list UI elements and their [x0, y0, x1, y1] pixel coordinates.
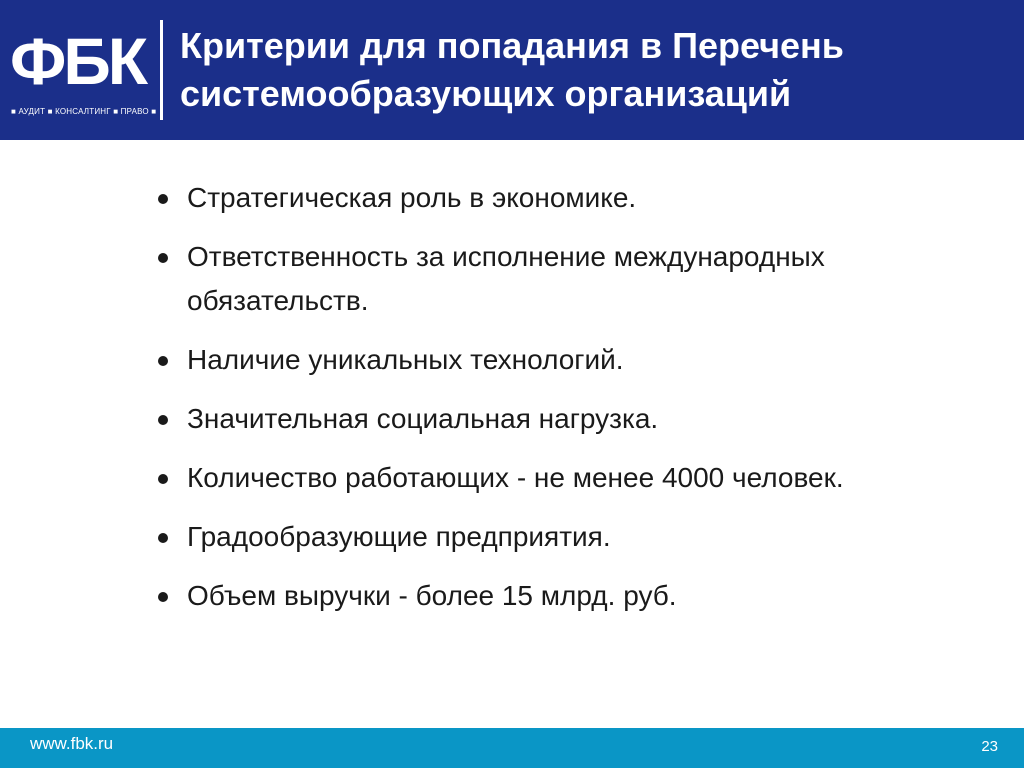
page-number: 23: [981, 738, 998, 755]
bullet-dot-icon: [158, 592, 168, 602]
bullet-text: Ответственность за исполнение международных обязательств.: [187, 241, 825, 316]
bullet-item: [155, 235, 1005, 323]
bullet-item: [155, 574, 1005, 618]
fbk-logo: [10, 18, 157, 128]
bullet-text: Стратегическая роль в экономике.: [187, 182, 637, 213]
bullet-dot-icon: [158, 533, 168, 543]
bullet-text: Градообразующие предприятия.: [187, 521, 611, 552]
bullet-dot-icon: [158, 415, 168, 425]
bullet-dot-icon: [158, 356, 168, 366]
bullet-list: [155, 176, 1005, 633]
bullet-item: [155, 456, 1005, 500]
slide-header: [0, 0, 1024, 140]
logo-divider: [160, 20, 163, 120]
bullet-dot-icon: [158, 474, 168, 484]
bullet-item: [155, 397, 1005, 441]
slide-title: Критерии для попадания в Перечень системообразующих организаций: [180, 25, 844, 114]
bullet-text: Количество работающих - не менее 4000 человек.: [187, 462, 844, 493]
bullet-item: [155, 176, 1005, 220]
bullet-item: [155, 338, 1005, 382]
bullet-item: [155, 515, 1005, 559]
bullet-text: Объем выручки - более 15 млрд. руб.: [187, 580, 677, 611]
bullet-text: Значительная социальная нагрузка.: [187, 403, 659, 434]
bullet-dot-icon: [158, 253, 168, 263]
bullet-text: Наличие уникальных технологий.: [187, 344, 624, 375]
logo-mark: ФБК: [10, 24, 146, 98]
slide-footer: [0, 728, 1024, 768]
logo-tagline: ■ АУДИТ ■ КОНСАЛТИНГ ■ ПРАВО ■: [11, 107, 157, 116]
bullet-dot-icon: [158, 194, 168, 204]
website-link[interactable]: www.fbk.ru: [30, 734, 114, 753]
